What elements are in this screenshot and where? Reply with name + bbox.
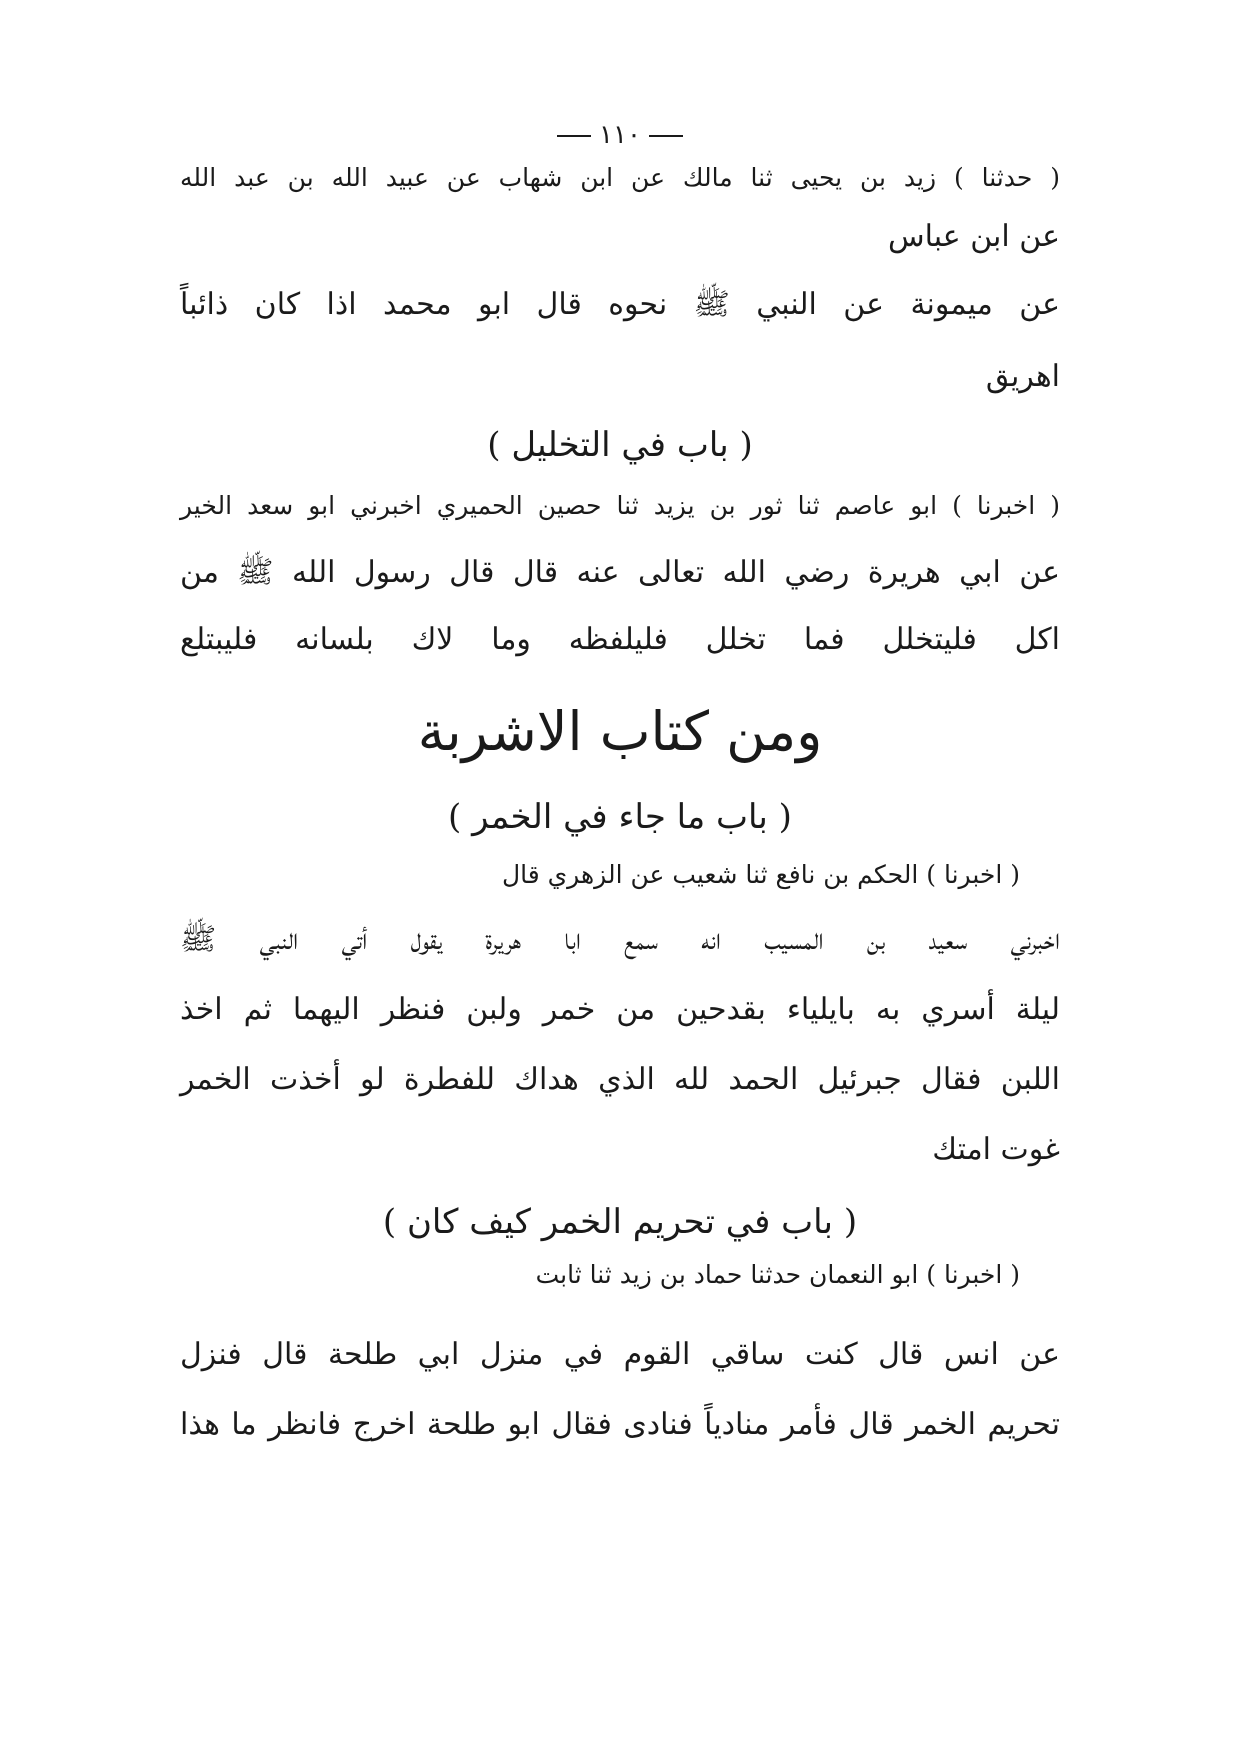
hadith-line-khamr-2: ليلة أسري به بايلياء بقدحين من خمر ولبن فنظر اليهما ثم اخذ <box>180 992 1060 1027</box>
book-title: ومن كتاب الاشربة <box>417 700 823 763</box>
hadith-line-tahrim-1: عن انس قال كنت ساقي القوم في منزل ابي طلحة قال فنزل <box>180 1337 1060 1372</box>
hadith-line-takhlil-2: اكل فليتخلل فما تخلل فليلفظه وما لاك بلسانه فليبتلع <box>180 622 1060 657</box>
text-line-1: ( حدثنا ) زيد بن يحيى ثنا مالك عن ابن شهاب عن عبيد الله بن عبد الله <box>180 163 1060 192</box>
text-line-2: عن ابن عباس <box>887 219 1060 254</box>
page-number-dash-right <box>557 135 591 137</box>
isnad-line-khamr: ( اخبرنا ) الحكم بن نافع ثنا شعيب عن الزهري قال <box>501 860 1020 889</box>
page-number-text: ١١٠ <box>599 120 641 150</box>
text-line-3: عن ميمونة عن النبي ﷺ نحوه قال ابو محمد اذا كان ذائباً <box>180 287 1060 322</box>
section-heading-khamr: ( باب ما جاء في الخمر ) <box>448 797 792 837</box>
section-heading-tahrim: ( باب في تحريم الخمر كيف كان ) <box>382 1202 858 1242</box>
section-heading-takhlil: ( باب في التخليل ) <box>487 425 753 465</box>
page-number <box>0 120 1240 150</box>
hadith-line-takhlil-1: عن ابي هريرة رضي الله تعالى عنه قال قال رسول الله ﷺ من <box>180 555 1060 590</box>
isnad-line-takhlil: ( اخبرنا ) ابو عاصم ثنا ثور بن يزيد ثنا حصين الحميري اخبرني ابو سعد الخير <box>180 491 1060 520</box>
text-line-4: اهريق <box>985 359 1060 394</box>
isnad-line-tahrim: ( اخبرنا ) ابو النعمان حدثنا حماد بن زيد ثنا ثابت <box>535 1260 1020 1289</box>
hadith-line-khamr-4: غوت امتك <box>932 1132 1060 1167</box>
hadith-line-khamr-3: اللبن فقال جبرئيل الحمد لله الذي هداك للفطرة لو أخذت الخمر <box>180 1062 1060 1097</box>
hadith-line-tahrim-2: تحريم الخمر قال فأمر منادياً فنادى فقال ابو طلحة اخرج فانظر ما هذا <box>180 1407 1060 1442</box>
page-number-dash-left <box>649 135 683 137</box>
hadith-line-khamr-1: اخبرني سعيد بن المسيب انه سمع ابا هريرة يقول أتي النبي ﷺ <box>180 922 1060 957</box>
